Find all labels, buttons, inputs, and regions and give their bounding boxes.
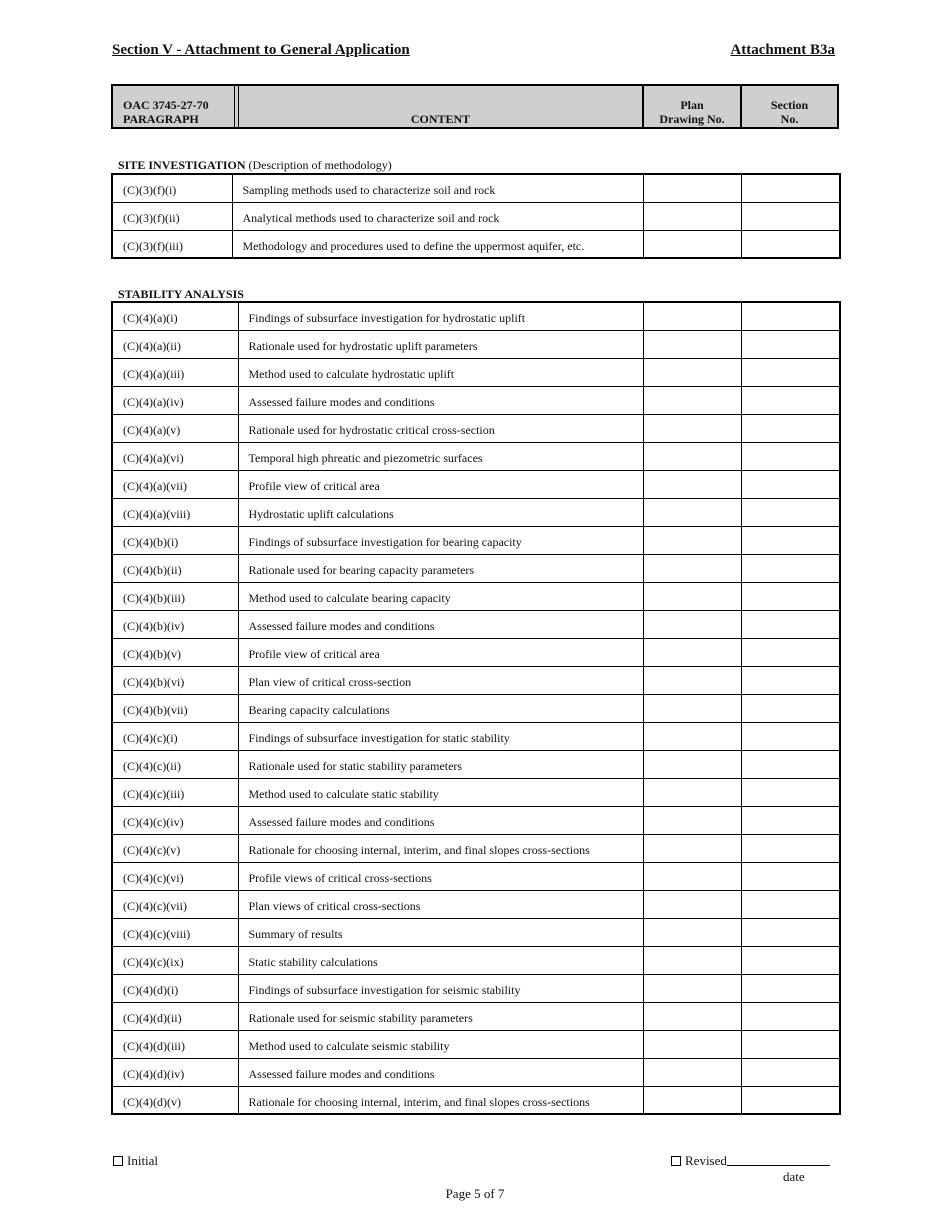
content-cell: Assessed failure modes and conditions xyxy=(238,806,643,834)
content-cell: Analytical methods used to characterize soil and rock xyxy=(232,202,643,230)
paragraph-cell: (C)(4)(c)(ix) xyxy=(112,946,238,974)
section-number-cell[interactable] xyxy=(741,638,840,666)
plan-drawing-cell[interactable] xyxy=(643,386,741,414)
section-number-cell[interactable] xyxy=(741,498,840,526)
plan-drawing-cell[interactable] xyxy=(643,1058,741,1086)
paragraph-cell: (C)(4)(b)(ii) xyxy=(112,554,238,582)
content-cell: Method used to calculate seismic stability xyxy=(238,1030,643,1058)
content-cell: Static stability calculations xyxy=(238,946,643,974)
content-cell: Sampling methods used to characterize soil and rock xyxy=(232,174,643,202)
table-row xyxy=(112,498,840,526)
paragraph-cell: (C)(4)(d)(i) xyxy=(112,974,238,1002)
content-cell: Assessed failure modes and conditions xyxy=(238,1058,643,1086)
document-title: Section V - Attachment to General Application xyxy=(112,42,410,58)
table-row xyxy=(112,918,840,946)
plan-header-line1: Plan xyxy=(680,98,704,112)
paragraph-cell: (C)(4)(b)(v) xyxy=(112,638,238,666)
content-cell: Rationale used for hydrostatic critical cross-section xyxy=(238,414,643,442)
section-number-cell[interactable] xyxy=(741,890,840,918)
plan-drawing-cell[interactable] xyxy=(643,918,741,946)
plan-drawing-cell[interactable] xyxy=(643,890,741,918)
table-row xyxy=(112,778,840,806)
content-cell: Plan view of critical cross-section xyxy=(238,666,643,694)
plan-drawing-cell[interactable] xyxy=(643,202,741,230)
section-header-line2: No. xyxy=(780,112,799,126)
column-header-row xyxy=(111,84,839,129)
paragraph-cell: (C)(4)(c)(vii) xyxy=(112,890,238,918)
paragraph-cell: (C)(3)(f)(iii) xyxy=(112,230,232,258)
plan-drawing-cell[interactable] xyxy=(643,1086,741,1114)
paragraph-cell: (C)(4)(c)(i) xyxy=(112,722,238,750)
plan-column-header xyxy=(644,86,742,127)
table-row xyxy=(112,890,840,918)
section-number-cell[interactable] xyxy=(741,666,840,694)
site-investigation-table xyxy=(111,173,841,259)
section-number-cell[interactable] xyxy=(741,302,840,330)
table-row xyxy=(112,1058,840,1086)
table-row xyxy=(112,470,840,498)
plan-drawing-cell[interactable] xyxy=(643,230,741,258)
section-number-cell[interactable] xyxy=(741,174,840,202)
plan-drawing-cell[interactable] xyxy=(643,638,741,666)
table-row xyxy=(112,230,840,258)
plan-drawing-cell[interactable] xyxy=(643,470,741,498)
plan-header-line2: Drawing No. xyxy=(659,112,725,126)
section-number-cell[interactable] xyxy=(741,386,840,414)
plan-drawing-cell[interactable] xyxy=(643,750,741,778)
paragraph-cell: (C)(4)(b)(i) xyxy=(112,526,238,554)
table-row xyxy=(112,442,840,470)
table-row xyxy=(112,862,840,890)
paragraph-cell: (C)(4)(d)(ii) xyxy=(112,1002,238,1030)
paragraph-cell: (C)(4)(c)(viii) xyxy=(112,918,238,946)
plan-drawing-cell[interactable] xyxy=(643,174,741,202)
content-column-header: CONTENT xyxy=(239,86,644,127)
paragraph-cell: (C)(4)(c)(iv) xyxy=(112,806,238,834)
content-cell: Findings of subsurface investigation for seismic stability xyxy=(238,974,643,1002)
table-row xyxy=(112,202,840,230)
plan-drawing-cell[interactable] xyxy=(643,694,741,722)
section-number-cell[interactable] xyxy=(741,610,840,638)
plan-drawing-cell[interactable] xyxy=(643,778,741,806)
paragraph-cell: (C)(4)(d)(iv) xyxy=(112,1058,238,1086)
table-row xyxy=(112,526,840,554)
plan-drawing-cell[interactable] xyxy=(643,498,741,526)
section-number-cell[interactable] xyxy=(741,1086,840,1114)
content-cell: Rationale used for bearing capacity parameters xyxy=(238,554,643,582)
initial-checkbox[interactable] xyxy=(113,1156,123,1166)
content-cell: Rationale for choosing internal, interim, and final slopes cross-sections xyxy=(238,834,643,862)
table-row xyxy=(112,554,840,582)
section-number-cell[interactable] xyxy=(741,202,840,230)
content-cell: Hydrostatic uplift calculations xyxy=(238,498,643,526)
plan-drawing-cell[interactable] xyxy=(643,554,741,582)
section-number-cell[interactable] xyxy=(741,778,840,806)
paragraph-cell: (C)(4)(b)(iii) xyxy=(112,582,238,610)
plan-drawing-cell[interactable] xyxy=(643,974,741,1002)
site-investigation-heading xyxy=(118,158,392,173)
paragraph-cell: (C)(3)(f)(ii) xyxy=(112,202,232,230)
table-row xyxy=(112,694,840,722)
paragraph-column-header xyxy=(113,86,239,127)
section-number-cell[interactable] xyxy=(741,722,840,750)
section-number-cell[interactable] xyxy=(741,414,840,442)
table-row xyxy=(112,610,840,638)
paragraph-cell: (C)(4)(c)(iii) xyxy=(112,778,238,806)
plan-drawing-cell[interactable] xyxy=(643,862,741,890)
content-cell: Assessed failure modes and conditions xyxy=(238,386,643,414)
plan-drawing-cell[interactable] xyxy=(643,834,741,862)
table-row xyxy=(112,582,840,610)
table-row xyxy=(112,358,840,386)
stability-analysis-table xyxy=(111,301,841,1115)
section-number-cell[interactable] xyxy=(741,694,840,722)
content-cell: Plan views of critical cross-sections xyxy=(238,890,643,918)
content-cell: Method used to calculate bearing capacity xyxy=(238,582,643,610)
paragraph-cell: (C)(4)(a)(vii) xyxy=(112,470,238,498)
content-cell: Rationale used for seismic stability parameters xyxy=(238,1002,643,1030)
paragraph-header-line1: OAC 3745-27-70 xyxy=(123,98,209,112)
section-number-cell[interactable] xyxy=(741,442,840,470)
section-number-cell[interactable] xyxy=(741,918,840,946)
paragraph-cell: (C)(4)(a)(iv) xyxy=(112,386,238,414)
paragraph-cell: (C)(4)(a)(v) xyxy=(112,414,238,442)
section-number-cell[interactable] xyxy=(741,1002,840,1030)
section-number-cell[interactable] xyxy=(741,358,840,386)
header-divider xyxy=(234,86,235,127)
plan-drawing-cell[interactable] xyxy=(643,1002,741,1030)
revised-checkbox[interactable] xyxy=(671,1156,681,1166)
plan-drawing-cell[interactable] xyxy=(643,610,741,638)
section-number-cell[interactable] xyxy=(741,1058,840,1086)
content-cell: Profile view of critical area xyxy=(238,638,643,666)
plan-drawing-cell[interactable] xyxy=(643,582,741,610)
section-number-cell[interactable] xyxy=(741,806,840,834)
revised-checkbox-field[interactable] xyxy=(671,1153,830,1169)
site-investigation-subtitle: (Description of methodology) xyxy=(248,158,392,172)
content-cell: Method used to calculate hydrostatic uplift xyxy=(238,358,643,386)
table-row xyxy=(112,974,840,1002)
paragraph-cell: (C)(4)(a)(iii) xyxy=(112,358,238,386)
table-row xyxy=(112,386,840,414)
table-row xyxy=(112,330,840,358)
plan-drawing-cell[interactable] xyxy=(643,806,741,834)
date-label: date xyxy=(783,1169,805,1184)
section-number-cell[interactable] xyxy=(741,330,840,358)
section-number-cell[interactable] xyxy=(741,526,840,554)
plan-drawing-cell[interactable] xyxy=(643,946,741,974)
content-cell: Profile view of critical area xyxy=(238,470,643,498)
site-investigation-title: SITE INVESTIGATION xyxy=(118,158,246,172)
table-row xyxy=(112,414,840,442)
content-cell: Temporal high phreatic and piezometric surfaces xyxy=(238,442,643,470)
table-row xyxy=(112,666,840,694)
content-cell: Assessed failure modes and conditions xyxy=(238,610,643,638)
paragraph-cell: (C)(4)(c)(ii) xyxy=(112,750,238,778)
content-cell: Findings of subsurface investigation for hydrostatic uplift xyxy=(238,302,643,330)
plan-drawing-cell[interactable] xyxy=(643,442,741,470)
paragraph-cell: (C)(4)(a)(viii) xyxy=(112,498,238,526)
content-cell: Bearing capacity calculations xyxy=(238,694,643,722)
initial-checkbox-field[interactable] xyxy=(113,1153,158,1169)
table-row xyxy=(112,722,840,750)
section-number-cell[interactable] xyxy=(741,834,840,862)
section-number-cell[interactable] xyxy=(741,470,840,498)
paragraph-cell: (C)(4)(c)(vi) xyxy=(112,862,238,890)
table-row xyxy=(112,302,840,330)
section-number-cell[interactable] xyxy=(741,554,840,582)
stability-analysis-title: STABILITY ANALYSIS xyxy=(118,287,244,301)
content-cell: Rationale used for static stability parameters xyxy=(238,750,643,778)
table-row xyxy=(112,1086,840,1114)
paragraph-cell: (C)(4)(b)(vii) xyxy=(112,694,238,722)
plan-drawing-cell[interactable] xyxy=(643,330,741,358)
paragraph-cell: (C)(4)(a)(vi) xyxy=(112,442,238,470)
table-row xyxy=(112,834,840,862)
paragraph-cell: (C)(4)(b)(iv) xyxy=(112,610,238,638)
table-row xyxy=(112,174,840,202)
content-cell: Rationale for choosing internal, interim, and final slopes cross-sections xyxy=(238,1086,643,1114)
revised-date-blank[interactable] xyxy=(727,1154,830,1166)
content-cell: Summary of results xyxy=(238,918,643,946)
section-number-cell[interactable] xyxy=(741,862,840,890)
section-number-cell[interactable] xyxy=(741,230,840,258)
section-header-line1: Section xyxy=(770,98,809,112)
plan-drawing-cell[interactable] xyxy=(643,358,741,386)
revised-label: Revised xyxy=(685,1153,727,1168)
section-number-cell[interactable] xyxy=(741,1030,840,1058)
table-row xyxy=(112,946,840,974)
content-cell: Profile views of critical cross-sections xyxy=(238,862,643,890)
plan-drawing-cell[interactable] xyxy=(643,302,741,330)
initial-label: Initial xyxy=(127,1153,159,1168)
paragraph-header-line2: PARAGRAPH xyxy=(123,112,199,126)
paragraph-cell: (C)(4)(c)(v) xyxy=(112,834,238,862)
plan-drawing-cell[interactable] xyxy=(643,1030,741,1058)
content-cell: Method used to calculate static stability xyxy=(238,778,643,806)
plan-drawing-cell[interactable] xyxy=(643,722,741,750)
plan-drawing-cell[interactable] xyxy=(643,526,741,554)
table-row xyxy=(112,1002,840,1030)
paragraph-cell: (C)(4)(a)(ii) xyxy=(112,330,238,358)
section-number-cell[interactable] xyxy=(741,974,840,1002)
table-row xyxy=(112,1030,840,1058)
table-row xyxy=(112,638,840,666)
content-cell: Findings of subsurface investigation for static stability xyxy=(238,722,643,750)
stability-analysis-heading xyxy=(118,287,244,302)
content-cell: Findings of subsurface investigation for bearing capacity xyxy=(238,526,643,554)
section-number-cell[interactable] xyxy=(741,750,840,778)
table-row xyxy=(112,806,840,834)
paragraph-cell: (C)(4)(d)(v) xyxy=(112,1086,238,1114)
section-column-header xyxy=(742,86,837,127)
page-number: Page 5 of 7 xyxy=(445,1186,505,1201)
section-number-cell[interactable] xyxy=(741,582,840,610)
attachment-label: Attachment B3a xyxy=(730,42,835,58)
paragraph-cell: (C)(4)(a)(i) xyxy=(112,302,238,330)
plan-drawing-cell[interactable] xyxy=(643,666,741,694)
table-row xyxy=(112,750,840,778)
paragraph-cell: (C)(4)(d)(iii) xyxy=(112,1030,238,1058)
paragraph-cell: (C)(3)(f)(i) xyxy=(112,174,232,202)
paragraph-cell: (C)(4)(b)(vi) xyxy=(112,666,238,694)
plan-drawing-cell[interactable] xyxy=(643,414,741,442)
content-cell: Rationale used for hydrostatic uplift parameters xyxy=(238,330,643,358)
content-cell: Methodology and procedures used to define the uppermost aquifer, etc. xyxy=(232,230,643,258)
section-number-cell[interactable] xyxy=(741,946,840,974)
